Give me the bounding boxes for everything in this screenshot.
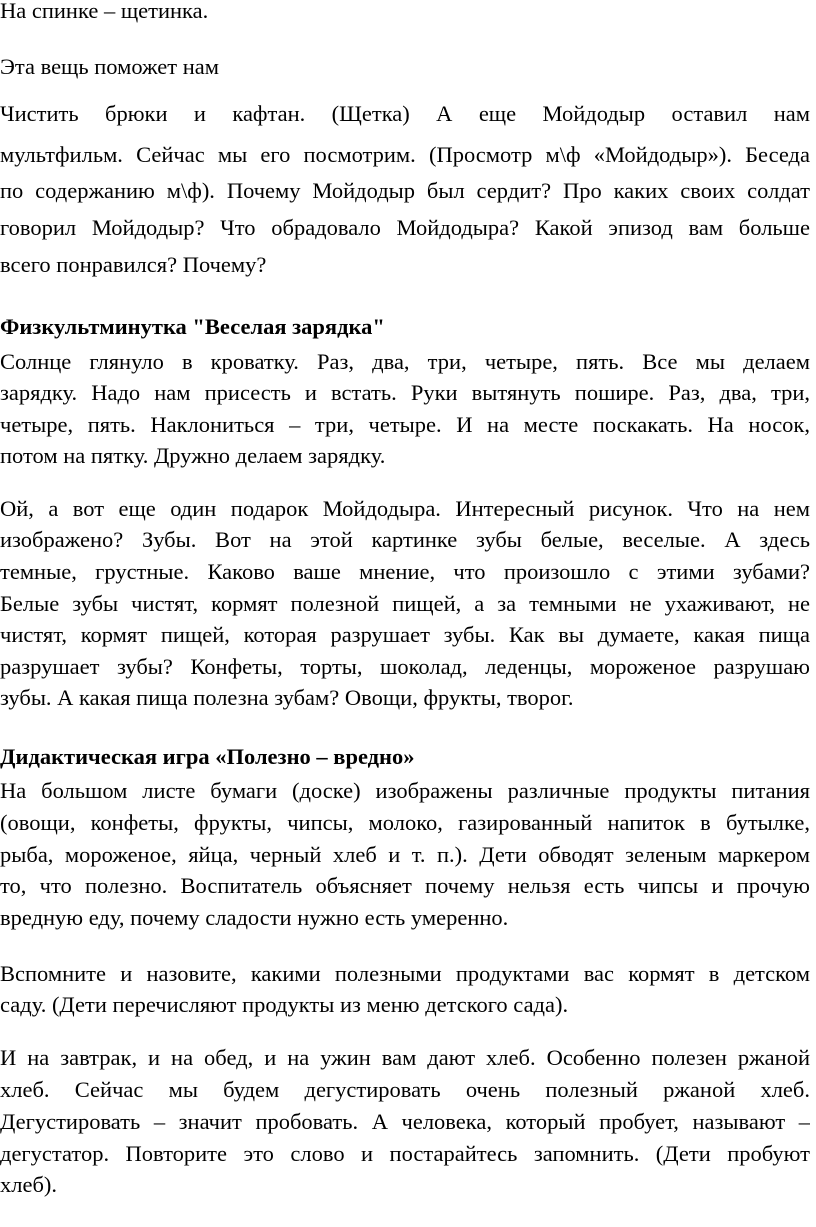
text-line: зубы. А какая пища полезна зубам? Овощи, фрукты, творог. [0, 685, 574, 710]
text-line: разрушает зубы? Конфеты, торты, шоколад, леденцы, мороженое разрушаю [0, 654, 810, 679]
text-line: Солнце глянуло в кроватку. Раз, два, три, четыре, пять. Все мы делаем [0, 349, 810, 374]
text-line: четыре, пять. Наклониться – три, четыре. И на месте поскакать. На носок, [0, 412, 810, 437]
text-line: хлеб). [0, 1172, 58, 1197]
text-line: по содержанию м\ф). Почему Мойдодыр был сердит? Про каких своих солдат [0, 178, 810, 203]
text-line: Белые зубы чистят, кормят полезной пищей, а за темными не ухаживают, не [0, 591, 810, 616]
section-heading: Физкультминутка "Веселая зарядка" [0, 314, 385, 339]
text-line: то, что полезно. Воспитатель объясняет почему нельзя есть чипсы и прочую [0, 873, 810, 898]
text-line: мультфильм. Сейчас мы его посмотрим. (Просмотр м\ф «Мойдодыр»). Беседа [0, 142, 810, 167]
text-line: Ой, а вот еще один подарок Мойдодыра. Интересный рисунок. Что на нем [0, 496, 810, 521]
text-line: вредную еду, почему сладости нужно есть умеренно. [0, 905, 509, 930]
text-line: Вспомните и назовите, какими полезными продуктами вас кормят в детском [0, 961, 810, 986]
text-line: всего понравился? Почему? [0, 252, 267, 277]
text-line: зарядку. Надо нам присесть и встать. Руки вытянуть пошире. Раз, два, три, [0, 380, 810, 405]
text-line: На спинке – щетинка. [0, 0, 209, 23]
text-line: На большом листе бумаги (доске) изображены различные продукты питания [0, 778, 810, 803]
text-line: темные, грустные. Каково ваше мнение, что произошло с этими зубами? [0, 559, 810, 584]
text-line: (овощи, конфеты, фрукты, чипсы, молоко, газированный напиток в бутылке, [0, 810, 810, 835]
text-line: Чистить брюки и кафтан. (Щетка) А еще Мойдодыр оставил нам [0, 101, 810, 126]
text-line: хлеб. Сейчас мы будем дегустировать очень полезный ржаной хлеб. [0, 1077, 810, 1102]
text-line: рыба, мороженое, яйца, черный хлеб и т. п.). Дети обводят зеленым маркером [0, 842, 810, 867]
text-line: И на завтрак, и на обед, и на ужин вам дают хлеб. Особенно полезен ржаной [0, 1045, 810, 1070]
text-line: говорил Мойдодыр? Что обрадовало Мойдодыра? Какой эпизод вам больше [0, 215, 810, 240]
text-line: изображено? Зубы. Вот на этой картинке зубы белые, веселые. А здесь [0, 527, 810, 552]
text-line: Эта вещь поможет нам [0, 54, 220, 79]
text-line: чистят, кормят пищей, которая разрушает зубы. Как вы думаете, какая пища [0, 622, 810, 647]
text-line: потом на пятку. Дружно делаем зарядку. [0, 443, 386, 468]
section-heading: Дидактическая игра «Полезно – вредно» [0, 744, 415, 769]
text-line: саду. (Дети перечисляют продукты из меню детского сада). [0, 992, 569, 1017]
text-line: дегустатор. Повторите это слово и постарайтесь запомнить. (Дети пробуют [0, 1141, 810, 1166]
text-line: Дегустировать – значит пробовать. А человека, который пробует, называют – [0, 1109, 810, 1134]
